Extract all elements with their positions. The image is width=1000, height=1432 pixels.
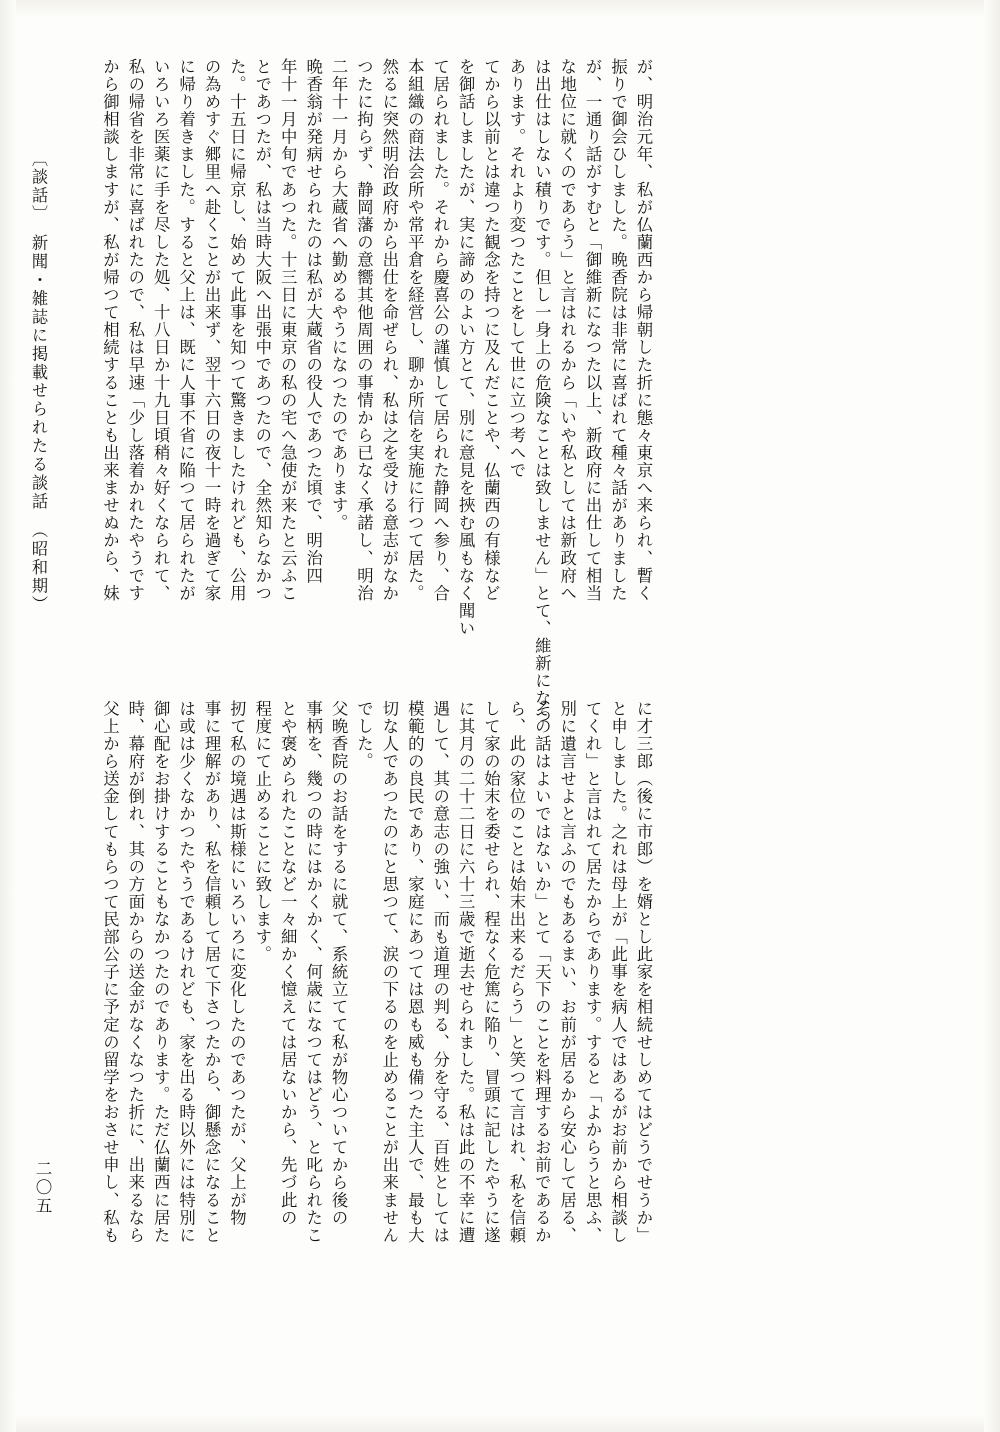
text-column-lower-16: 程度にて止めることに致します。 (252, 700, 272, 964)
text-column-upper-17: た。十五日に帰京し、始めて此事を知つて驚きましたけれども、公用 (227, 58, 247, 602)
text-column-lower-11: 切な人であつたのにと思つて、涙の下るのを止めることが出来ません (379, 700, 399, 1244)
body-text-block-lower (92, 700, 952, 1360)
text-column-lower-10: 模範的の良民であり、家庭にあつては恩も威も備つた主人で、最も大 (405, 700, 425, 1244)
text-column-lower-17: 扨て私の境遇は斯様にいろいろに変化したのであつたが、父上が物 (227, 700, 247, 1227)
text-column-upper-6: あります。それより変つたことをして世に立つ考へで (506, 58, 526, 480)
text-column-lower-19: は或は少くなかつたやうであるけれども、家を出る時以外には特別に (176, 700, 196, 1244)
text-column-upper-1: が、明治元年、私が仏蘭西から帰朝した折に態々東京へ来られ、暫く (633, 58, 653, 602)
running-head: 〔談話〕 新聞・雑誌に掲載せられたる談話 （昭和期） (29, 150, 48, 614)
text-column-lower-20: 御心配をお掛けすることもなかつたのであります。ただ仏蘭西に居た (151, 700, 171, 1244)
text-column-upper-16: とであつたが、私は当時大阪へ出張中であつたので、全然知らなかつ (252, 58, 272, 602)
text-column-upper-22: から御相談しますが、私が帰つて相続することも出来ませぬから、妹 (100, 58, 120, 602)
text-column-lower-1: に才三郎（後に市郎）を婿とし此家を相続せしめてはどうでせうか」 (633, 700, 653, 1244)
text-column-upper-3: が、一通り話がすむと「御維新になつた以上、新政府に出仕して相当 (583, 58, 603, 602)
text-column-upper-18: の為めすぐ郷里へ赴くことが出来ず、翌十六日の夜十一時を過ぎて家 (202, 58, 222, 602)
page-edge-left (0, 0, 16, 1432)
text-column-lower-2: と申しました。之れは母上が「此事を病人ではあるがお前から相談し (608, 700, 628, 1244)
page-number: 二〇五 (33, 1160, 52, 1216)
page-edge-top (0, 0, 1000, 18)
text-column-lower-9: 遇して、其の意志の強い、而も道理の判る、分を守る、百姓としては (430, 700, 450, 1244)
text-column-lower-13: 父晩香院のお話をするに就て、系統立てて私が物心ついてから後の (329, 700, 349, 1227)
text-column-upper-7: てから以前とは違つた観念を持つに及んだことや、仏蘭西の有様など (481, 58, 501, 602)
text-column-lower-6: ら、此の家位のことは始末出来るだらう」と笑つて言はれ、私を信頼 (506, 700, 526, 1244)
text-column-lower-8: に其月の二十二日に六十三歳で逝去せられました。私は此の不幸に遭 (456, 700, 476, 1244)
text-column-upper-20: いろいろ医薬に手を尽した処、十八日か十九日頃稍々好くなられて、 (151, 58, 171, 602)
text-column-lower-4: 別に遺言せよと言ふのでもあるまい、お前が居るから安心して居る、 (557, 700, 577, 1244)
text-column-upper-21: 私の帰省を非常に喜ばれたので、私は早速「少し落着かれたやうです (125, 58, 145, 602)
text-column-lower-22: 父上から送金してもらつて民部公子に予定の留学をおさせ申し、私も (100, 700, 120, 1244)
text-column-upper-8: を御話しましたが、実に諦めのよい方とて、別に意見を挾む風もなく聞い (456, 58, 476, 638)
text-column-lower-21: 時、幕府が倒れ、其の方面からの送金がなくなつた折に、出来るなら (125, 700, 145, 1244)
text-column-lower-7: して家の始末を委せられ、程なく危篤に陥り、冒頭に記したやうに遂 (481, 700, 501, 1244)
text-column-lower-18: 事に理解があり、私を信頼して居て下さつたから、御懸念になること (202, 700, 222, 1244)
text-column-upper-14: 晩香翁が発病せられたのは私が大蔵省の役人であつた頃で、明治四 (303, 58, 323, 585)
text-column-container-upper (92, 58, 952, 725)
text-column-lower-3: てくれ」と言はれて居たからであります。すると「よからうと思ふ、 (583, 700, 603, 1244)
text-column-upper-5: は出仕はしない積りです。但し一身上の危険なことは致しません」とて、維新になつ (532, 58, 552, 725)
text-column-upper-10: 本組織の商法会所や常平倉を経営し、聊か所信を実施に行つて居た。 (405, 58, 425, 602)
text-column-upper-9: て居られました。それから慶喜公の謹慎して居られた静岡へ参り、合 (430, 58, 450, 602)
text-column-upper-2: 振りで御会ひしました。晩香院は非常に喜ばれて種々話がありました (608, 58, 628, 602)
text-column-lower-14: 事柄を、幾つの時にはかくかく、何歳になつてはどう、と叱られたこ (303, 700, 323, 1244)
text-column-upper-19: に帰り着きました。すると父上は、既に人事不省に陥つて居られたが (176, 58, 196, 602)
text-column-upper-11: 然るに突然明治政府から出仕を命ぜられ、私は之を受ける意志がなか (379, 58, 399, 602)
text-column-lower-5: その話はよいではないか」とて「天下のことを料理するお前であるか (532, 700, 552, 1244)
text-column-upper-13: 二年十一月から大蔵省へ勤めるやうになつたのであります。 (329, 58, 349, 532)
body-text-block-upper (92, 58, 952, 725)
text-column-lower-15: とや褒められたことなど一々細かく憶えては居ないから、先づ此の (278, 700, 298, 1227)
text-column-upper-4: な地位に就くのであらう」と言はれるから「いや私としては新政府へ (557, 58, 577, 602)
page-edge-right (984, 0, 1000, 1432)
page-edge-bottom (0, 1414, 1000, 1432)
text-column-upper-15: 年十一月中旬であつた。十三日に東京の私の宅へ急使が来たと云ふこ (278, 58, 298, 602)
text-column-container-lower (92, 700, 952, 1360)
text-column-upper-12: つたに拘らず、静岡藩の意嚮其他周囲の事情から已なく承諾し、明治 (354, 58, 374, 602)
text-column-lower-12: でした。 (354, 700, 374, 771)
